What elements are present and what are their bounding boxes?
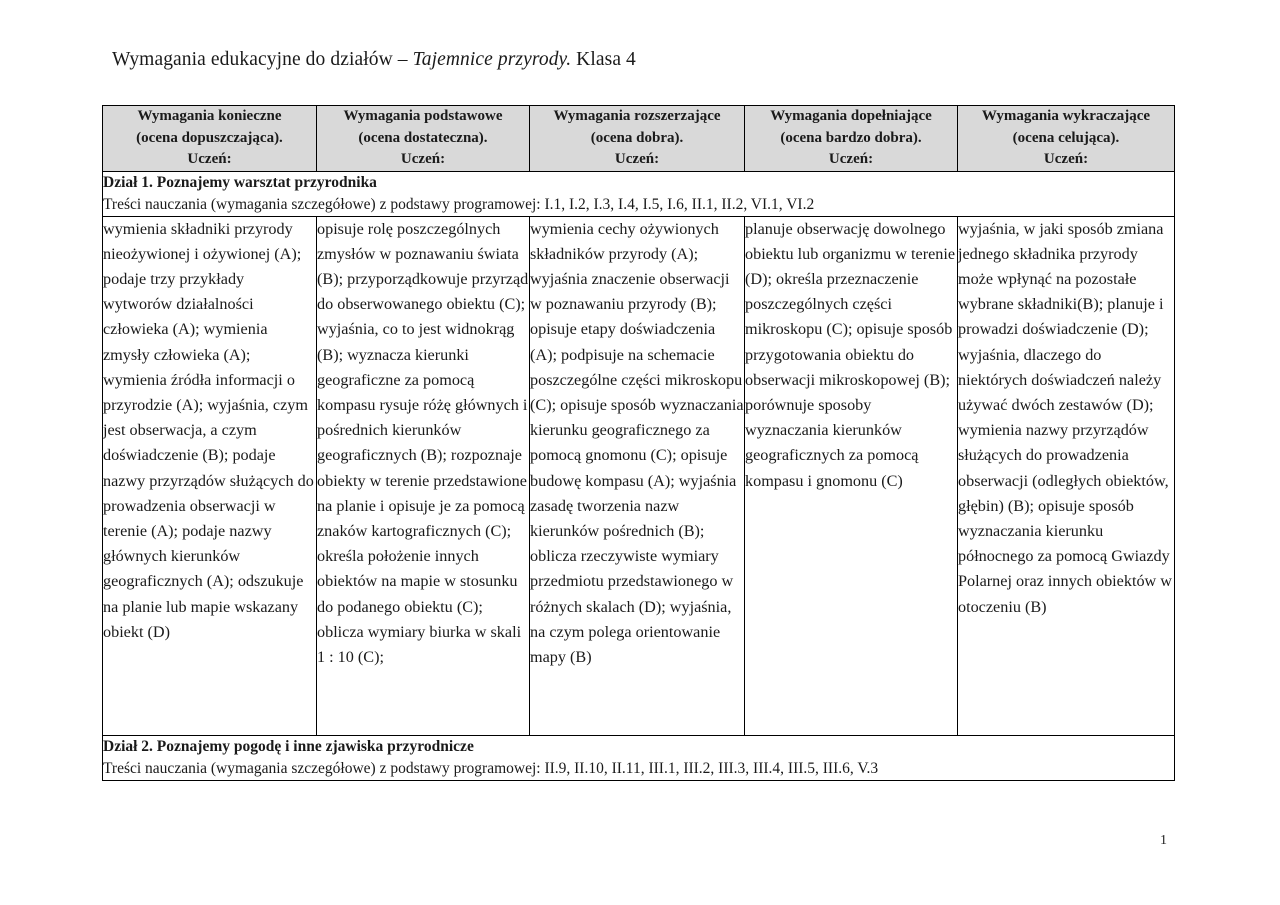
cell-text: wymienia składniki przyrody nieożywionej i ożywionej (A); podaje trzy przykłady wytworów działalności człowieka (A); wymienia zmysły człowieka (A); wymienia źródła informacji o przyrodzie (A); wyjaśnia, czym jest obserwacja, a czym doświadczenie (B); podaje nazwy przyrządów służących do prowadzenia obserwacji w terenie (A); podaje nazwy głównych kierunków geograficznych (A); odszukuje na planie lub mapie wskazany obiekt (D) xyxy=(103,219,314,641)
header-line-1: Wymagania konieczne xyxy=(137,108,282,124)
section-header-dzial-2 xyxy=(103,735,1175,780)
cell-wykraczajace xyxy=(958,216,1175,735)
header-line-2: (ocena dostateczna). xyxy=(358,129,488,146)
section-header-dzial-1 xyxy=(103,171,1175,216)
header-line-3: Uczeń: xyxy=(1043,151,1089,167)
header-line-2: (ocena bardzo dobra). xyxy=(780,129,922,146)
section-2-subtitle: Treści nauczania (wymagania szczegółowe) z podstawy programowej: II.9, II.10, II.11, III.1, III.2, III.3, III.4, III.5, III.6, V.3 xyxy=(103,759,879,777)
cell-text: wymienia cechy ożywionych składników przyrody (A); wyjaśnia znaczenie obserwacji w poznawaniu przyrody (B); opisuje etapy doświadczenia (A); podpisuje na schemacie poszczególne części mikroskopu (C); opisuje sposób wyznaczania kierunku geograficznego za pomocą gnomonu (C); opisuje budowę kompasu (A); wyjaśnia zasadę tworzenia nazw kierunków pośrednich (B); oblicza rzeczywiste wymiary przedmiotu przedstawionego w różnych skalach (D); wyjaśnia, na czym polega orientowanie mapy (B) xyxy=(530,219,744,666)
cell-podstawowe xyxy=(317,216,530,735)
section-1-content-row xyxy=(103,216,1175,735)
column-header-wykraczajace xyxy=(958,106,1175,172)
page-title-part-1: Wymagania edukacyjne do działów – xyxy=(112,49,413,70)
page-title xyxy=(112,47,636,73)
cell-text: wyjaśnia, w jaki sposób zmiana jednego składnika przyrody może wpłynąć na pozostałe wybrane składniki(B); planuje i prowadzi doświadczenie (D); wyjaśnia, dlaczego do niektórych doświadczeń należy używać dwóch zestawów (D); wymienia nazwy przyrządów służących do prowadzenia obserwacji (odległych obiektów, głębin) (B); opisuje sposób wyznaczania kierunku północnego za pomocą Gwiazdy Polarnej oraz innych obiektów w otoczeniu (B) xyxy=(958,219,1172,616)
header-line-1: Wymagania wykraczające xyxy=(981,108,1151,124)
section-1-header-row xyxy=(103,171,1175,216)
header-line-1: Wymagania rozszerzające xyxy=(553,108,721,124)
section-1-title: Dział 1. Poznajemy warsztat przyrodnika xyxy=(103,173,377,191)
header-line-1: Wymagania podstawowe xyxy=(343,108,503,124)
page-title-part-2: Klasa 4 xyxy=(571,49,636,70)
header-line-3: Uczeń: xyxy=(828,151,874,167)
header-line-3: Uczeń: xyxy=(614,151,660,167)
column-header-konieczne xyxy=(103,106,317,172)
section-2-header-row xyxy=(103,735,1175,780)
column-header-podstawowe xyxy=(317,106,530,172)
page-number: 1 xyxy=(1160,833,1167,848)
column-header-rozszerzajace xyxy=(530,106,745,172)
header-line-1: Wymagania dopełniające xyxy=(770,108,932,124)
cell-konieczne xyxy=(103,216,317,735)
header-line-3: Uczeń: xyxy=(187,151,232,167)
column-header-dopelniajace xyxy=(745,106,958,172)
header-line-2: (ocena dopuszczająca). xyxy=(136,129,283,146)
cell-text: planuje obserwację dowolnego obiektu lub organizmu w terenie (D); określa przeznaczenie poszczególnych części mikroskopu (C); opisuje sposób przygotowania obiektu do obserwacji mikroskopowej (B); porównuje sposoby wyznaczania kierunków geograficznych za pomocą kompasu i gnomonu (C) xyxy=(745,219,956,490)
table-header-row xyxy=(103,106,1175,172)
header-line-2: (ocena celująca). xyxy=(1012,129,1120,146)
header-line-3: Uczeń: xyxy=(400,151,446,167)
cell-text: opisuje rolę poszczególnych zmysłów w poznawaniu świata (B); przyporządkowuje przyrząd do obserwowanego obiektu (C); wyjaśnia, co to jest widnokrąg (B); wyznacza kierunki geograficzne za pomocą kompasu rysuje różę głównych i pośrednich kierunków geograficznych (B); rozpoznaje obiekty w terenie przedstawione na planie i opisuje je za pomocą znaków kartograficznych (C); określa położenie innych obiektów na mapie w stosunku do podanego obiektu (C); oblicza wymiary biurka w skali 1 : 10 (C); xyxy=(317,219,529,666)
section-2-title: Dział 2. Poznajemy pogodę i inne zjawiska przyrodnicze xyxy=(103,737,474,755)
page-title-book-name: Tajemnice przyrody. xyxy=(412,49,572,70)
requirements-table xyxy=(102,105,1175,781)
section-1-subtitle: Treści nauczania (wymagania szczegółowe) z podstawy programowej: I.1, I.2, I.3, I.4, I.5, I.6, II.1, II.2, VI.1, VI.2 xyxy=(103,195,815,213)
cell-rozszerzajace xyxy=(530,216,745,735)
header-line-2: (ocena dobra). xyxy=(590,129,684,146)
cell-dopelniajace xyxy=(745,216,958,735)
